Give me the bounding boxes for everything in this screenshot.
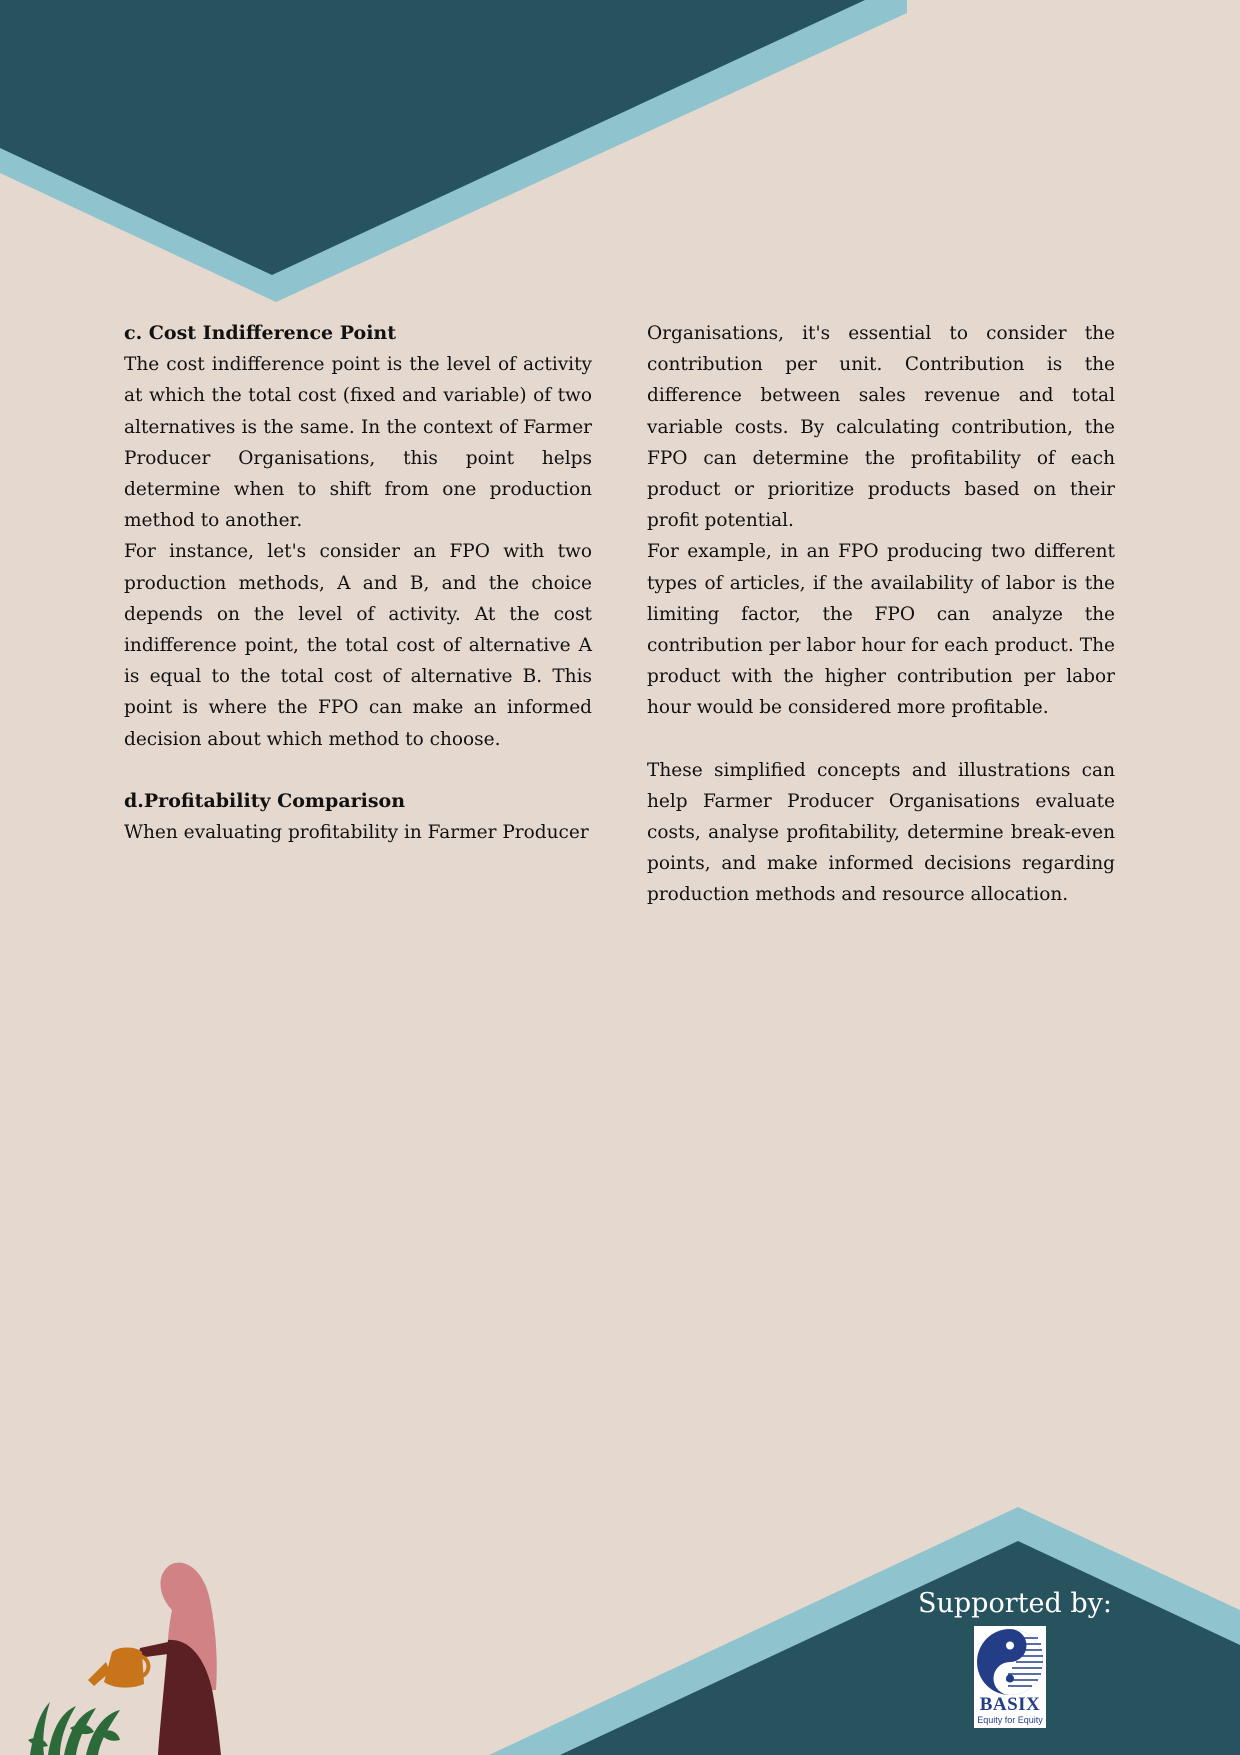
paragraph-cost-indifference-example: For instance, let's consider an FPO with two production methods, A and B, and the choice depends on the level of activity. At the cost indifference point, the total cost of alternative A is equal to the total cost of alternative B. This point is where the FPO can make an informed decision about which method to choose. — [124, 541, 592, 750]
right-column — [647, 318, 1115, 911]
paragraph-profitability-intro: When evaluating profitability in Farmer Producer — [124, 822, 589, 844]
basix-logo-tagline: Equity for Equity — [977, 1715, 1043, 1725]
paragraph-profitability-example: For example, in an FPO producing two different types of articles, if the availability of labor is the limiting factor, the FPO can analyze the contribution per labor hour for each product. The product with the higher contribution per labor hour would be considered more profitable. — [647, 541, 1115, 719]
plant-illustration — [28, 1702, 120, 1755]
paragraph-summary: These simplified concepts and illustrations can help Farmer Producer Organisations evaluate costs, analyse profitability, determine break-even points, and make informed decisions regarding production methods and resource allocation. — [647, 759, 1115, 906]
supported-by-label: Supported by: — [918, 1588, 1112, 1619]
paragraph-profitability-contribution: Organisations, it's essential to consider the contribution per unit. Contribution is the difference between sales revenue and total variable costs. By calculating contribution, the FPO can determine the profitability of each product or prioritize products based on their profit potential. — [647, 323, 1115, 532]
heading-cost-indifference-point: c. Cost Indifference Point — [124, 322, 397, 344]
basix-logo — [974, 1626, 1046, 1728]
basix-logo-name: BASIX — [979, 1694, 1041, 1715]
heading-profitability-comparison: d.Profitability Comparison — [124, 789, 406, 812]
top-chevron — [0, 0, 865, 275]
paragraph-cost-indifference-definition: The cost indifference point is the level of activity at which the total cost (fixed and variable) of two alternatives is the same. In the context of Farmer Producer Organisations, this point helps determine when to shift from one production method to another. — [124, 354, 592, 532]
left-column — [124, 318, 592, 848]
basix-logo-emblem — [974, 1626, 1046, 1696]
